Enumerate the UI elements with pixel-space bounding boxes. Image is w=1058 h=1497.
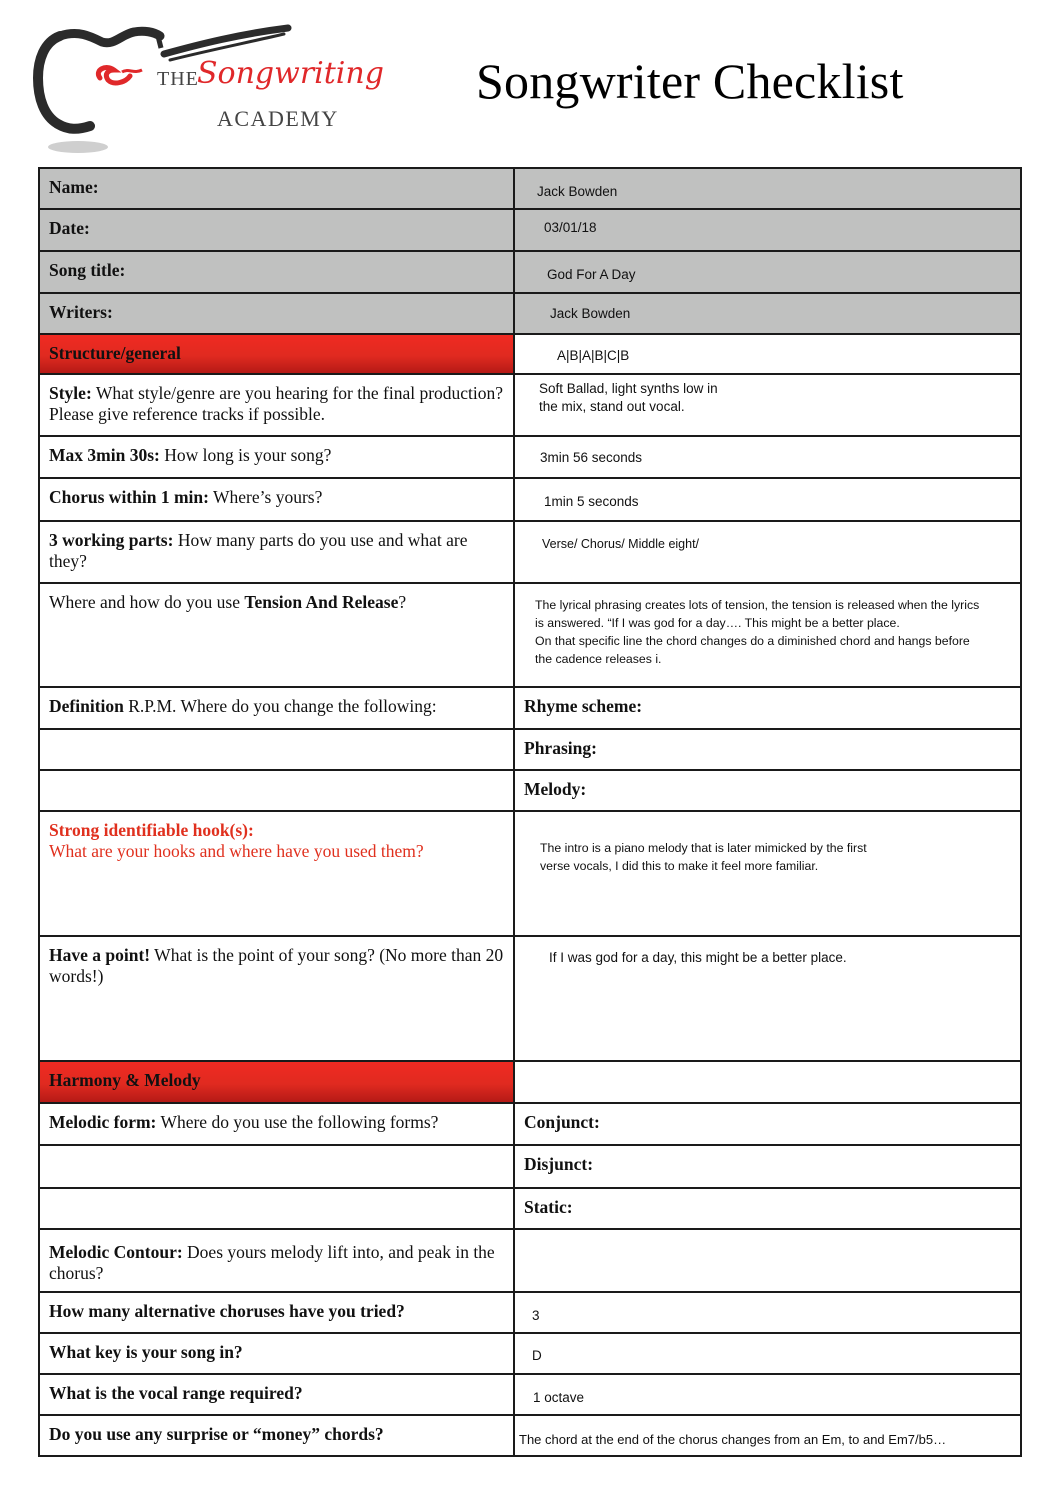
row-contour: [39, 1229, 1021, 1292]
row-definition: [39, 687, 1021, 729]
song-title-value: God For A Day: [547, 267, 636, 282]
writers-label: Writers:: [39, 293, 514, 334]
row-style: [39, 374, 1021, 436]
row-name: [39, 168, 1021, 209]
row-date: [39, 209, 1021, 251]
row-money-chords: [39, 1415, 1021, 1456]
structure-value: A|B|A|B|C|B: [557, 348, 630, 363]
song-title-label: Song title:: [39, 251, 514, 293]
row-writers: [39, 293, 1021, 334]
rhyme-scheme-label: Rhyme scheme:: [524, 696, 643, 716]
key-field[interactable]: [514, 1333, 1021, 1374]
row-hooks: [39, 811, 1021, 936]
melody-field[interactable]: [514, 770, 1021, 811]
rhyme-scheme-field[interactable]: [514, 687, 1021, 729]
row-melody: [39, 770, 1021, 811]
phrasing-field[interactable]: [514, 729, 1021, 770]
harmony-field[interactable]: [514, 1061, 1021, 1103]
point-question: Have a point! What is the point of your song? (No more than 20 words!): [39, 936, 514, 1061]
money-chords-question: Do you use any surprise or “money” chords?: [39, 1415, 514, 1456]
max-length-question: Max 3min 30s: How long is your song?: [39, 436, 514, 478]
chorus-time-answer: 1min 5 seconds: [544, 494, 639, 509]
logo-academy: ACADEMY: [217, 106, 339, 131]
disjunct-label: Disjunct:: [524, 1154, 594, 1174]
tension-answer-line4: the cadence releases i.: [535, 652, 662, 666]
hooks-question: Strong identifiable hook(s): What are your hooks and where have you used them?: [39, 811, 514, 936]
static-label: Static:: [524, 1197, 573, 1217]
point-field[interactable]: [514, 936, 1021, 1061]
songwriting-academy-logo: [30, 20, 384, 160]
melody-label: Melody:: [524, 779, 587, 799]
row-melodic-form: [39, 1103, 1021, 1145]
section-structure: [39, 334, 1021, 374]
row-key: [39, 1333, 1021, 1374]
page-title: Songwriter Checklist: [476, 53, 904, 109]
chorus-time-question: Chorus within 1 min: Where’s yours?: [39, 478, 514, 521]
melodic-form-question: Melodic form: Where do you use the following forms?: [39, 1103, 514, 1145]
name-value: Jack Bowden: [537, 184, 618, 199]
alt-choruses-question: How many alternative choruses have you tried?: [39, 1292, 514, 1333]
max-length-answer: 3min 56 seconds: [540, 450, 643, 465]
tension-field[interactable]: [514, 583, 1021, 687]
row-static: [39, 1188, 1021, 1229]
vocal-range-question: What is the vocal range required?: [39, 1374, 514, 1415]
tension-question: Where and how do you use Tension And Release?: [39, 583, 514, 687]
row-song-title: [39, 251, 1021, 293]
section-harmony: [39, 1061, 1021, 1103]
date-label: Date:: [39, 209, 514, 251]
working-parts-field[interactable]: [514, 521, 1021, 583]
name-label: Name:: [39, 168, 514, 209]
conjunct-field[interactable]: [514, 1103, 1021, 1145]
point-answer: If I was god for a day, this might be a better place.: [549, 950, 847, 965]
empty-cell: [39, 1188, 514, 1229]
conjunct-label: Conjunct:: [524, 1112, 600, 1132]
hooks-field[interactable]: [514, 811, 1021, 936]
writers-field[interactable]: [514, 293, 1021, 334]
logo-the: THE: [157, 68, 199, 90]
row-tension: [39, 583, 1021, 687]
row-max-length: [39, 436, 1021, 478]
writers-value: Jack Bowden: [550, 306, 631, 321]
row-alt-choruses: [39, 1292, 1021, 1333]
style-answer-line1: Soft Ballad, light synths low in: [539, 381, 718, 396]
logo-songwriting: Songwriting: [197, 56, 384, 91]
style-answer-line2: the mix, stand out vocal.: [539, 399, 685, 414]
static-field[interactable]: [514, 1188, 1021, 1229]
date-field[interactable]: [514, 209, 1021, 251]
alt-choruses-answer: 3: [532, 1308, 540, 1323]
style-question: Style: What style/genre are you hearing for the final production? Please give reference tracks if possible.: [39, 374, 514, 436]
structure-field[interactable]: [514, 334, 1021, 374]
row-vocal-range: [39, 1374, 1021, 1415]
name-field[interactable]: [514, 168, 1021, 209]
disjunct-field[interactable]: [514, 1145, 1021, 1188]
hooks-answer-line1: The intro is a piano melody that is later mimicked by the first: [540, 841, 867, 855]
key-question: What key is your song in?: [39, 1333, 514, 1374]
empty-cell: [39, 1145, 514, 1188]
row-phrasing: [39, 729, 1021, 770]
hooks-answer-line2: verse vocals, I did this to make it feel more familiar.: [540, 859, 819, 873]
money-chords-answer: The chord at the end of the chorus changes from an Em, to and Em7/b5…: [519, 1432, 947, 1447]
row-chorus-time: [39, 478, 1021, 521]
tension-answer-line3: On that specific line the chord changes do a diminished chord and hangs before: [535, 634, 970, 648]
harmony-heading: Harmony & Melody: [39, 1061, 514, 1103]
contour-question: Melodic Contour: Does yours melody lift into, and peak in the chorus?: [39, 1229, 514, 1292]
song-title-field[interactable]: [514, 251, 1021, 293]
row-disjunct: [39, 1145, 1021, 1188]
contour-field[interactable]: [514, 1229, 1021, 1292]
row-working-parts: [39, 521, 1021, 583]
row-point: [39, 936, 1021, 1061]
phrasing-label: Phrasing:: [524, 738, 597, 758]
max-length-field[interactable]: [514, 436, 1021, 478]
working-parts-question: 3 working parts: How many parts do you use and what are they?: [39, 521, 514, 583]
definition-question: Definition R.P.M. Where do you change the following:: [39, 687, 514, 729]
tension-answer-line2: is answered. “If I was god for a day…. This might be a better place.: [535, 616, 900, 630]
structure-heading: Structure/general: [39, 334, 514, 374]
key-answer: D: [532, 1348, 542, 1363]
money-chords-field[interactable]: [514, 1415, 1021, 1456]
style-field[interactable]: [514, 374, 1021, 436]
vocal-range-answer: 1 octave: [533, 1390, 585, 1405]
alt-choruses-field[interactable]: [514, 1292, 1021, 1333]
checklist-table: [38, 167, 1022, 1457]
empty-cell: [39, 729, 514, 770]
date-value: 03/01/18: [544, 220, 597, 235]
tension-answer-line1: The lyrical phrasing creates lots of tension, the tension is released when the lyrics: [535, 598, 980, 612]
working-parts-answer: Verse/ Chorus/ Middle eight/: [542, 537, 700, 551]
vocal-range-field[interactable]: [514, 1374, 1021, 1415]
empty-cell: [39, 770, 514, 811]
chorus-time-field[interactable]: [514, 478, 1021, 521]
